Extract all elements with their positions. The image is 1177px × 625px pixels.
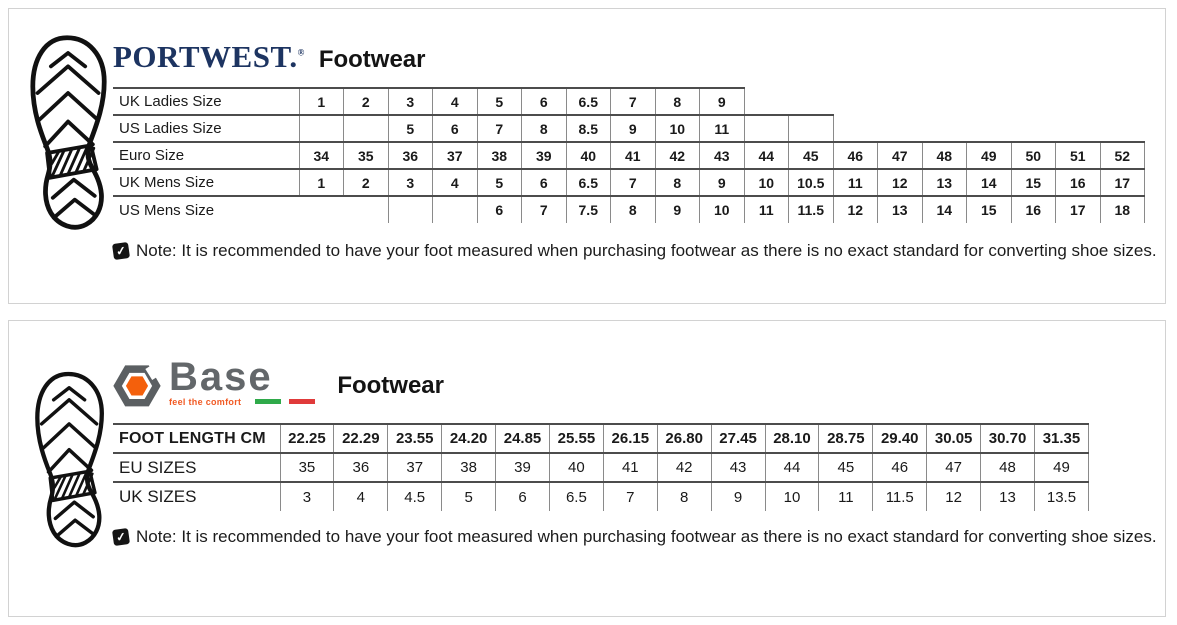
size-cell: 24.20 [442,424,496,453]
size-cell: 4.5 [388,482,442,511]
size-cell: 9 [700,88,745,115]
size-cell [922,88,967,115]
size-cell: 34 [299,142,344,169]
size-cell: 11 [833,169,878,196]
size-cell: 5 [477,169,522,196]
size-cell [1056,88,1101,115]
base-panel [8,320,1166,617]
base-size-table [113,423,1089,511]
size-cell: 46 [873,453,927,482]
size-cell: 11.5 [789,196,834,223]
row-label: Euro Size [113,142,299,169]
size-cell: 4 [334,482,388,511]
size-cell: 9 [611,115,656,142]
size-cell: 31.35 [1034,424,1088,453]
size-cell: 3 [388,169,433,196]
row-label: US Mens Size [113,196,299,223]
size-cell: 10 [744,169,789,196]
size-cell [344,196,389,223]
row-label: US Ladies Size [113,115,299,142]
size-cell: 37 [388,453,442,482]
red-bar [289,399,315,404]
base-hex-icon [113,361,161,409]
size-cell: 38 [477,142,522,169]
table-row [113,482,1089,511]
checkbox-icon: ✓ [112,528,130,546]
size-cell [1011,88,1056,115]
size-cell [967,88,1012,115]
size-cell: 23.55 [388,424,442,453]
size-cell: 6 [522,169,567,196]
size-cell: 11 [744,196,789,223]
size-cell: 11 [700,115,745,142]
size-cell: 27.45 [711,424,765,453]
size-cell: 42 [657,453,711,482]
size-cell: 7 [611,88,656,115]
size-cell [1056,115,1101,142]
size-cell [388,196,433,223]
size-cell: 45 [789,142,834,169]
panel-title: Footwear [318,45,426,73]
size-cell: 11.5 [873,482,927,511]
size-cell: 6.5 [566,88,611,115]
size-cell: 13 [922,169,967,196]
size-cell: 10 [765,482,819,511]
table-row [113,424,1089,453]
size-cell: 37 [433,142,478,169]
size-cell: 14 [967,169,1012,196]
size-cell: 17 [1056,196,1101,223]
note-line [113,527,1157,547]
size-cell: 30.70 [981,424,1035,453]
size-cell [299,115,344,142]
size-cell: 13 [878,196,923,223]
portwest-wordmark: PORTWEST.® [113,39,305,74]
size-cell: 5 [442,482,496,511]
size-cell: 3 [388,88,433,115]
size-cell: 9 [655,196,700,223]
row-label: UK Ladies Size [113,88,299,115]
size-cell: 10 [655,115,700,142]
base-tagline: feel the comfort [169,396,242,407]
size-cell: 12 [833,196,878,223]
portwest-panel [8,8,1166,304]
size-cell: 6 [477,196,522,223]
table-row [113,169,1145,196]
size-cell: 26.15 [603,424,657,453]
size-cell [1100,88,1145,115]
size-cell [1011,115,1056,142]
size-cell: 11 [819,482,873,511]
size-cell [789,115,834,142]
table-row [113,115,1145,142]
size-cell: 10 [700,196,745,223]
size-cell: 42 [655,142,700,169]
size-cell [878,88,923,115]
size-cell: 4 [433,88,478,115]
size-cell: 8 [655,169,700,196]
size-cell: 28.75 [819,424,873,453]
size-cell [833,115,878,142]
size-cell: 1 [299,169,344,196]
size-cell: 46 [833,142,878,169]
size-cell [878,115,923,142]
note-text: Note: It is recommended to have your foot measured when purchasing footwear as there is no exact standard for converting shoe sizes. [136,527,1157,546]
boot-print-icon [27,365,113,555]
size-cell: 8 [522,115,567,142]
size-cell: 36 [388,142,433,169]
size-cell: 5 [388,115,433,142]
size-cell: 50 [1011,142,1056,169]
size-cell: 13.5 [1034,482,1088,511]
table-row [113,196,1145,223]
size-cell [744,88,789,115]
size-cell: 48 [981,453,1035,482]
size-cell: 45 [819,453,873,482]
size-cell: 7 [611,169,656,196]
table-row [113,88,1145,115]
boot-print-icon [21,33,117,233]
note-line [113,241,1157,261]
size-cell: 8 [611,196,656,223]
size-cell: 28.10 [765,424,819,453]
portwest-size-table [113,87,1145,223]
size-cell: 29.40 [873,424,927,453]
size-cell: 9 [711,482,765,511]
size-cell: 16 [1056,169,1101,196]
size-cell: 7.5 [566,196,611,223]
size-cell: 35 [344,142,389,169]
size-cell: 47 [927,453,981,482]
size-cell: 49 [1034,453,1088,482]
row-label: UK SIZES [113,482,280,511]
registered-mark: ® [297,47,305,58]
size-cell: 7 [603,482,657,511]
size-cell: 5 [477,88,522,115]
size-cell: 7 [522,196,567,223]
size-cell: 6 [496,482,550,511]
size-cell [967,115,1012,142]
size-cell: 14 [922,196,967,223]
base-wordmark: Base [169,355,273,399]
green-bar [255,399,281,404]
size-cell: 7 [477,115,522,142]
size-cell: 25.55 [549,424,603,453]
panel-title: Footwear [337,372,444,399]
base-logo [113,355,444,409]
row-label: EU SIZES [113,453,280,482]
row-label: UK Mens Size [113,169,299,196]
size-cell [789,88,834,115]
size-cell: 41 [603,453,657,482]
size-cell [1100,115,1145,142]
size-cell: 43 [711,453,765,482]
size-cell: 48 [922,142,967,169]
note-text: Note: It is recommended to have your foot measured when purchasing footwear as there is no exact standard for converting shoe sizes. [136,241,1157,260]
size-cell: 39 [496,453,550,482]
size-cell: 1 [299,88,344,115]
size-cell: 4 [433,169,478,196]
size-cell: 36 [334,453,388,482]
table-row [113,453,1089,482]
size-cell [299,196,344,223]
size-cell: 38 [442,453,496,482]
size-cell: 10.5 [789,169,834,196]
size-cell: 47 [878,142,923,169]
size-cell: 3 [280,482,334,511]
size-cell [744,115,789,142]
size-cell: 17 [1100,169,1145,196]
size-cell [922,115,967,142]
size-cell: 2 [344,169,389,196]
size-cell: 6 [433,115,478,142]
size-cell: 24.85 [496,424,550,453]
size-cell: 15 [967,196,1012,223]
size-cell: 8.5 [566,115,611,142]
size-cell: 39 [522,142,567,169]
size-cell [344,115,389,142]
size-cell: 6.5 [566,169,611,196]
size-cell: 22.25 [280,424,334,453]
size-cell: 30.05 [927,424,981,453]
size-cell: 8 [655,88,700,115]
size-cell: 40 [549,453,603,482]
size-cell: 15 [1011,169,1056,196]
table-row [113,142,1145,169]
size-cell: 22.29 [334,424,388,453]
size-cell: 51 [1056,142,1101,169]
size-cell: 40 [566,142,611,169]
size-cell: 43 [700,142,745,169]
size-cell: 8 [657,482,711,511]
size-cell: 44 [744,142,789,169]
size-cell: 41 [611,142,656,169]
size-cell: 2 [344,88,389,115]
size-cell: 16 [1011,196,1056,223]
size-cell: 6.5 [549,482,603,511]
size-cell: 52 [1100,142,1145,169]
size-cell: 44 [765,453,819,482]
size-cell [833,88,878,115]
checkbox-icon: ✓ [112,242,130,260]
size-cell: 13 [981,482,1035,511]
size-cell: 35 [280,453,334,482]
size-cell: 49 [967,142,1012,169]
size-cell: 12 [878,169,923,196]
size-cell: 6 [522,88,567,115]
size-cell: 9 [700,169,745,196]
size-cell: 12 [927,482,981,511]
row-label: FOOT LENGTH CM [113,424,280,453]
portwest-logo [113,41,426,72]
size-cell [433,196,478,223]
size-cell: 18 [1100,196,1145,223]
size-cell: 26.80 [657,424,711,453]
